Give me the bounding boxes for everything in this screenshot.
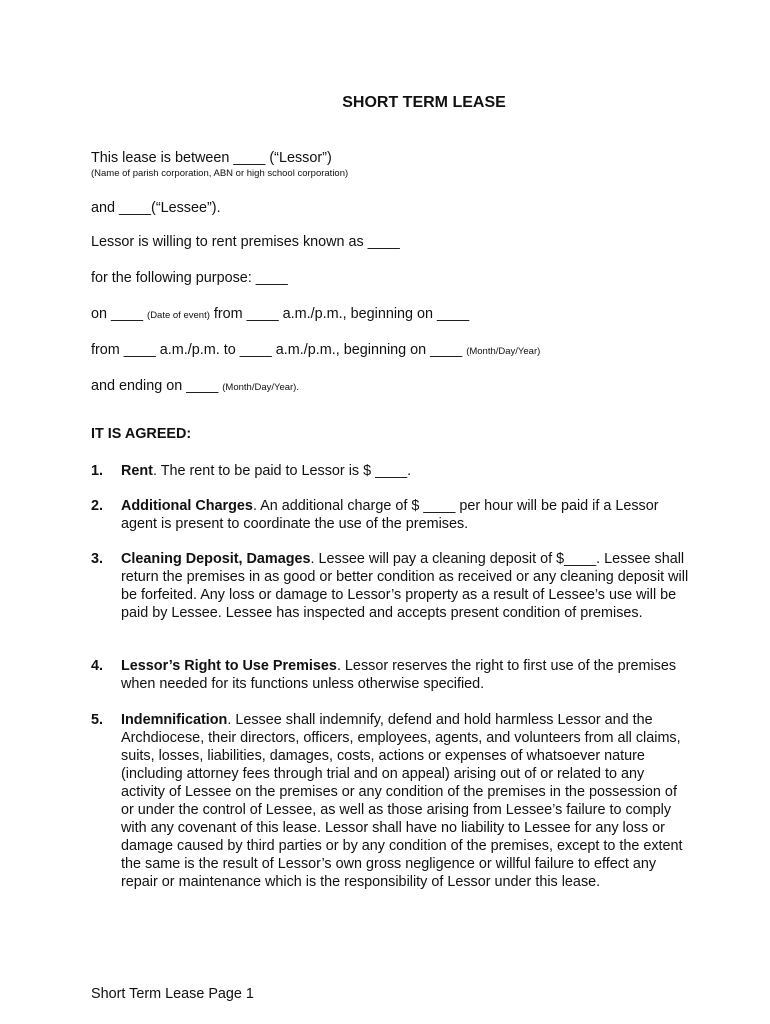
clause-number: 2. bbox=[91, 498, 104, 514]
clause-heading: Rent bbox=[121, 463, 153, 479]
clause-number: 3. bbox=[91, 551, 104, 567]
clause-heading: Indemnification bbox=[121, 712, 228, 728]
intro-line-premises: Lessor is willing to rent premises known as ____ bbox=[91, 234, 400, 250]
clause-1 bbox=[91, 462, 691, 480]
clause-number: 1. bbox=[91, 463, 104, 479]
clause-4 bbox=[91, 657, 691, 693]
intro-line-lessee: and ____(“Lessee”). bbox=[91, 200, 221, 216]
intro-line-time-a: from ____ a.m./p.m. to ____ a.m./p.m., beginning on ____ bbox=[91, 342, 467, 358]
clause-text: . Lessor reserves the right to first use of the premises when needed for its functions unless otherwise specified. bbox=[121, 658, 677, 692]
clause-heading: Additional Charges bbox=[121, 498, 253, 514]
intro-line-date bbox=[91, 306, 469, 322]
intro-line-ending-a: and ending on ____ bbox=[91, 378, 223, 394]
intro-line-time-note: (Month/Day/Year) bbox=[466, 346, 541, 357]
clause-number: 5. bbox=[91, 712, 104, 728]
intro-line-date-a: on ____ bbox=[91, 306, 148, 322]
clause-heading: Lessor’s Right to Use Premises bbox=[121, 658, 337, 674]
clause-heading: Cleaning Deposit, Damages bbox=[121, 551, 311, 567]
clause-5 bbox=[91, 711, 691, 891]
page-footer: Short Term Lease Page 1 bbox=[91, 986, 254, 1002]
clause-text: . The rent to be paid to Lessor is $ ____. bbox=[152, 463, 412, 479]
clause-text: . Lessee shall indemnify, defend and hold harmless Lessor and the Archdiocese, their directors, officers, employees, agents, and volunteers from all claims, suits, losses, liabilities, damages, costs, actions or expenses of whatsoever nature (including attorney fees through trial and on appeal) arising out of or related to any activity of Lessee on the premises or any condition of the premises in the possession of or under the control of Lessee, as well as those arising from Lessee’s failure to comply with any covenant of this lease. Lessor shall have no liability to Lessee for any loss or damage caused by third parties or by any condition of the premises, except to the extent the same is the result of Lessor’s own gross negligence or willful failure to effect any repair or maintenance which is the responsibility of Lessor under this lease. bbox=[121, 712, 683, 890]
intro-line-ending-note: (Month/Day/Year). bbox=[222, 382, 299, 393]
document-title: SHORT TERM LEASE bbox=[342, 94, 506, 111]
clause-text: . Lessee will pay a cleaning deposit of $____. Lessee shall return the premises in as good or better condition as received or any cleaning deposit will be forfeited. Any loss or damage to Lessor’s property as a result of Lessee’s use will be paid by Lessee. Lessee has inspected and accepts present condition of premises. bbox=[121, 551, 689, 621]
clause-text: . An additional charge of $ ____ per hour will be paid if a Lessor agent is present to coordinate the use of the premises. bbox=[121, 498, 659, 532]
agreed-heading: IT IS AGREED: bbox=[91, 426, 192, 442]
intro-line-lessor: This lease is between ____ (“Lessor”) bbox=[91, 150, 332, 166]
intro-line-ending bbox=[91, 378, 299, 394]
intro-line-date-note: (Date of event) bbox=[147, 310, 210, 321]
intro-line-purpose: for the following purpose: ____ bbox=[91, 270, 288, 286]
intro-line-time bbox=[91, 342, 540, 358]
intro-line-lessor-note: (Name of parish corporation, ABN or high school corporation) bbox=[91, 168, 349, 179]
clause-2 bbox=[91, 497, 691, 533]
clause-3 bbox=[91, 550, 691, 622]
intro-line-date-b: from ____ a.m./p.m., beginning on ____ bbox=[209, 306, 470, 322]
clause-number: 4. bbox=[91, 658, 104, 674]
